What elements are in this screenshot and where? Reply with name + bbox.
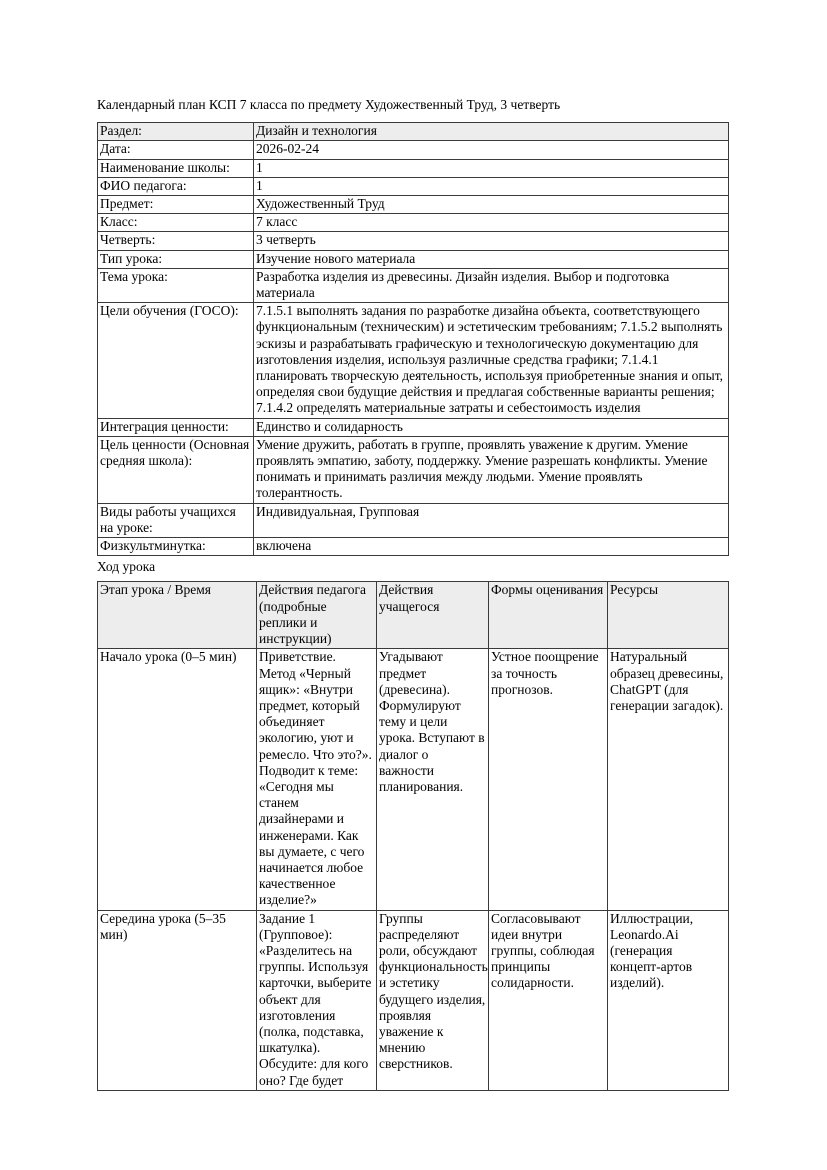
cell-resources: Иллюстрации, Leonardo.Ai (генерация концепт-артов изделий). bbox=[608, 910, 729, 1090]
info-value: Изучение нового материала bbox=[254, 250, 729, 268]
info-value: 1 bbox=[254, 177, 729, 195]
cell-student-actions: Угадывают предмет (древесина). Формулируют тему и цели урока. Вступают в диалог о важности планирования. bbox=[377, 649, 489, 910]
info-label: Цель ценности (Основная средняя школа): bbox=[98, 436, 254, 503]
info-value: Умение дружить, работать в группе, проявлять уважение к другим. Умение проявлять эмпатию, заботу, поддержку. Умение разрешать конфликты. Умение понимать и принимать различия между людьми. Умение проявлять толерантность. bbox=[254, 436, 729, 503]
table-row bbox=[98, 649, 729, 910]
table-row bbox=[98, 910, 729, 1090]
info-label: Тема урока: bbox=[98, 268, 254, 302]
cell-teacher-actions: Приветствие. Метод «Черный ящик»: «Внутри предмет, который объединяет экологию, уют и ремесло. Что это?». Подводит к теме: «Сегодня мы станем дизайнерами и инженерами. Как вы думаете, с чего начинается любое качественное изделие?» bbox=[257, 649, 377, 910]
info-value: 1 bbox=[254, 159, 729, 177]
info-label: Раздел: bbox=[98, 123, 254, 141]
table-row bbox=[98, 141, 729, 159]
table-header-row bbox=[98, 582, 729, 649]
info-value: 7.1.5.1 выполнять задания по разработке дизайна объекта, соответствующего функциональным (техническим) и эстетическим требованиям; 7.1.5.2 выполнять эскизы и разрабатывать графическую и технологическую документацию для изготовления изделия, используя различные средства графики; 7.1.4.1 планировать творческую деятельность, используя приобретенные знания и опыт, определяя свои будущие действия и предлагая собственные варианты решения; 7.1.4.2 определять материальные затраты и себестоимость изделия bbox=[254, 303, 729, 418]
info-label: Дата: bbox=[98, 141, 254, 159]
info-value: 3 четверть bbox=[254, 232, 729, 250]
table-row bbox=[98, 250, 729, 268]
cell-assessment: Согласовывают идеи внутри группы, соблюдая принципы солидарности. bbox=[489, 910, 608, 1090]
info-value: Индивидуальная, Групповая bbox=[254, 503, 729, 537]
table-row bbox=[98, 123, 729, 141]
info-label: Физкультминутка: bbox=[98, 538, 254, 556]
table-row bbox=[98, 436, 729, 503]
table-row bbox=[98, 214, 729, 232]
info-value: включена bbox=[254, 538, 729, 556]
info-label: Класс: bbox=[98, 214, 254, 232]
column-header-stage: Этап урока / Время bbox=[98, 582, 257, 649]
table-row bbox=[98, 159, 729, 177]
page-title: Календарный план КСП 7 класса по предмету Художественный Труд, 3 четверть bbox=[97, 97, 561, 112]
table-row bbox=[98, 177, 729, 195]
table-row bbox=[98, 418, 729, 436]
column-header-teacher-actions: Действия педагога (подробные реплики и инструкции) bbox=[257, 582, 377, 649]
cell-teacher-actions: Задание 1 (Групповое): «Разделитесь на группы. Используя карточки, выберите объект для изготовления (полка, подставка, шкатулка). Обсудите: для кого оно? Где будет bbox=[257, 910, 377, 1090]
cell-student-actions: Группы распределяют роли, обсуждают функциональность и эстетику будущего изделия, проявляя уважение к мнению сверстников. bbox=[377, 910, 489, 1090]
column-header-resources: Ресурсы bbox=[608, 582, 729, 649]
lesson-info-table bbox=[97, 122, 729, 556]
table-row bbox=[98, 503, 729, 537]
cell-stage: Середина урока (5–35 мин) bbox=[98, 910, 257, 1090]
info-value: Дизайн и технология bbox=[254, 123, 729, 141]
info-label: Цели обучения (ГОСО): bbox=[98, 303, 254, 418]
table-row bbox=[98, 538, 729, 556]
table-row bbox=[98, 196, 729, 214]
info-label: Интеграция ценности: bbox=[98, 418, 254, 436]
table-row bbox=[98, 268, 729, 302]
info-value: 2026-02-24 bbox=[254, 141, 729, 159]
column-header-student-actions: Действия учащегося bbox=[377, 582, 489, 649]
info-label: Тип урока: bbox=[98, 250, 254, 268]
section-heading: Ход урока bbox=[97, 559, 156, 575]
info-label: Предмет: bbox=[98, 196, 254, 214]
info-value: 7 класс bbox=[254, 214, 729, 232]
info-value: Разработка изделия из древесины. Дизайн изделия. Выбор и подготовка материала bbox=[254, 268, 729, 302]
info-value: Единство и солидарность bbox=[254, 418, 729, 436]
table-row bbox=[98, 303, 729, 418]
cell-stage: Начало урока (0–5 мин) bbox=[98, 649, 257, 910]
info-label: ФИО педагога: bbox=[98, 177, 254, 195]
info-label: Четверть: bbox=[98, 232, 254, 250]
info-label: Наименование школы: bbox=[98, 159, 254, 177]
column-header-assessment: Формы оценивания bbox=[489, 582, 608, 649]
table-row bbox=[98, 232, 729, 250]
cell-resources: Натуральный образец древесины, ChatGPT (для генерации загадок). bbox=[608, 649, 729, 910]
info-value: Художественный Труд bbox=[254, 196, 729, 214]
lesson-flow-table bbox=[97, 581, 729, 1090]
cell-assessment: Устное поощрение за точность прогнозов. bbox=[489, 649, 608, 910]
info-label: Виды работы учащихся на уроке: bbox=[98, 503, 254, 537]
